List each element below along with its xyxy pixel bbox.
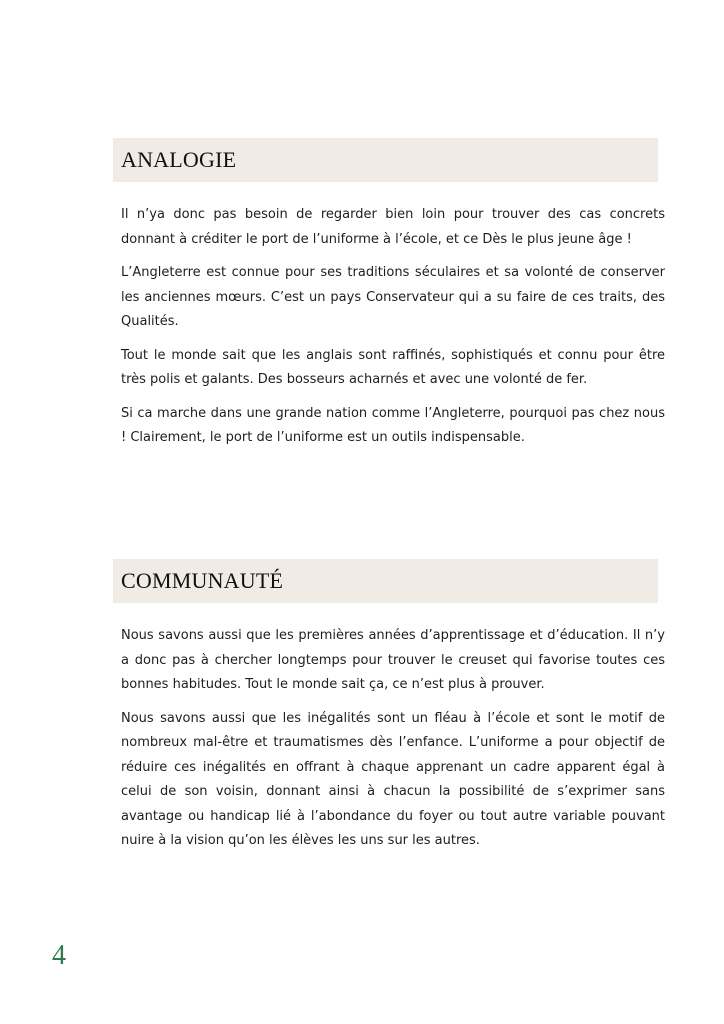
paragraph: L’Angleterre est connue pour ses traditions séculaires et sa volonté de conserver les anciennes mœurs. C’est un pays Conservateur qui a su faire de ces traits, des Qualités. <box>121 265 665 329</box>
section-header-communaute <box>113 559 658 603</box>
section-body-analogie <box>121 203 665 460</box>
paragraph: Si ca marche dans une grande nation comme l’Angleterre, pourquoi pas chez nous ! Clairement, le port de l’uniforme est un outils indispensable. <box>121 405 665 445</box>
paragraph: Nous savons aussi que les inégalités sont un fléau à l’école et sont le motif de nombreux mal-être et traumatismes dès l’enfance. L’uniforme a pour objectif de réduire ces inégalités en offrant à chaque apprenant un cadre apparent égal à celui de son voisin, donnant ainsi à chacun la possibilité de s’exprimer sans avantage ou handicap lié à l’abondance du foyer ou tout autre variable pouvant nuire à la vision qu’on les élèves les uns sur les autres. <box>121 710 665 848</box>
page-number: 4 <box>52 940 66 971</box>
section-header-analogie <box>113 138 658 182</box>
paragraph: Tout le monde sait que les anglais sont raffinés, sophistiqués et connu pour être très polis et galants. Des bosseurs acharnés et avec une volonté de fer. <box>121 347 665 387</box>
section-body-communaute <box>121 624 665 863</box>
section-title: COMMUNAUTÉ <box>121 568 284 593</box>
paragraph: Nous savons aussi que les premières années d’apprentissage et d’éducation. Il n’y a donc pas à chercher longtemps pour trouver le creuset qui favorise toutes ces bonnes habitudes. Tout le monde sait ça, ce n’est plus à prouver. <box>121 628 665 692</box>
paragraph: Il n’ya donc pas besoin de regarder bien loin pour trouver des cas concrets donnant à créditer le port de l’uniforme à l’école, et ce Dès le plus jeune âge ! <box>121 207 665 247</box>
section-title: ANALOGIE <box>121 147 237 172</box>
